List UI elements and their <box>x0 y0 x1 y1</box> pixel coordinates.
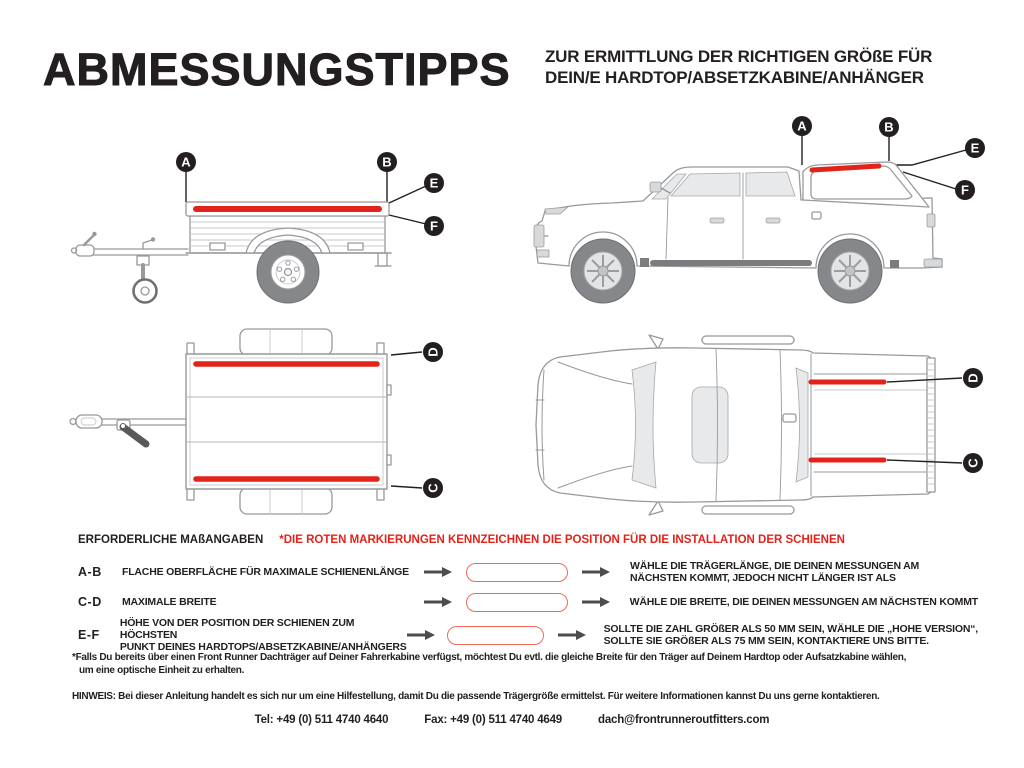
row-right-text: WÄHLE DIE TRÄGERLÄNGE, DIE DEINEN MESSUNGEN AM <box>630 560 920 572</box>
subtitle-line-1: ZUR ERMITTLUNG DER RICHTIGEN GRÖßE FÜR <box>545 47 933 66</box>
svg-text:A: A <box>797 118 807 134</box>
marker-e-badge <box>424 173 444 193</box>
footnote-star-line-1: *Falls Du bereits über einen Front Runner Dachträger auf Deiner Fahrerkabine verfügst, möchtest Du evtl. die gleiche Breite für den Träger auf Deinem Hardtop oder Aufsatzkabine wählen, <box>72 652 907 663</box>
marker-c-badge <box>423 478 443 498</box>
marker-d-badge <box>963 368 983 388</box>
measurement-input-pill-ef[interactable] <box>447 626 544 645</box>
marker-a-badge <box>176 152 196 172</box>
svg-text:F: F <box>430 218 438 234</box>
rear-wheel <box>818 239 882 303</box>
page-subtitle <box>545 46 932 88</box>
marker-b-badge <box>377 152 397 172</box>
measurement-row-ab <box>78 557 978 587</box>
svg-text:D: D <box>965 373 981 383</box>
measurement-row-ef <box>78 617 978 653</box>
svg-text:A: A <box>181 154 191 170</box>
subtitle-line-2: DEIN/E HARDTOP/ABSETZKABINE/ANHÄNGER <box>545 68 924 87</box>
row-left-text: HÖHE VON DER POSITION DER SCHIENEN ZUM HÖCHSTEN <box>119 617 355 641</box>
row-key: C-D <box>78 595 102 609</box>
trailer-side-view-illustration <box>60 125 470 325</box>
svg-text:C: C <box>425 483 441 493</box>
measurements-heading: ERFORDERLICHE MAßANGABEN <box>78 534 264 546</box>
contact-email[interactable]: dach@frontrunneroutfitters.com <box>598 714 770 726</box>
arrow-icon <box>558 630 598 640</box>
marker-c-badge <box>963 453 983 473</box>
contact-fax: Fax: +49 (0) 511 4740 4649 <box>424 714 562 726</box>
front-wheel <box>571 239 635 303</box>
row-key: A-B <box>78 565 102 579</box>
svg-text:F: F <box>961 182 969 198</box>
footnotes <box>72 651 906 703</box>
page-title: ABMESSUNGSTIPPS <box>43 44 511 95</box>
row-left-text: MAXIMALE BREITE <box>121 596 217 608</box>
footnote-hinweis: HINWEIS: Bei dieser Anleitung handelt es sich nur um eine Hilfestellung, damit Du die passende Trägergröße ermittelst. Für weitere Informationen kannst Du uns gerne kontaktieren. <box>72 691 880 702</box>
marker-a-badge <box>792 116 812 136</box>
measurement-input-pill-ab[interactable] <box>466 563 568 582</box>
marker-b-badge <box>879 117 899 137</box>
svg-text:E: E <box>970 140 980 156</box>
svg-text:B: B <box>382 154 392 170</box>
marker-e-badge <box>965 138 985 158</box>
arrow-icon <box>407 630 447 640</box>
svg-text:E: E <box>429 175 439 191</box>
row-left-text: PUNKT DEINES HARDTOPS/ABSETZKABINE/ANHÄNGERS <box>119 641 407 653</box>
svg-text:C: C <box>965 458 981 468</box>
row-key: E-F <box>78 628 100 642</box>
truck-side-view-illustration <box>500 108 1000 325</box>
row-right-text: SOLLTE DIE ZAHL GRÖßER ALS 50 MM SEIN, WÄHLE DIE „HOHE VERSION“, <box>603 623 978 635</box>
arrow-icon <box>424 597 466 607</box>
svg-text:B: B <box>884 119 894 135</box>
red-markings-note: *DIE ROTEN MARKIERUNGEN KENNZEICHNEN DIE POSITION FÜR DIE INSTALLATION DER SCHIENEN <box>279 534 845 546</box>
measurement-input-pill-cd[interactable] <box>466 593 568 612</box>
measurement-row-cd <box>78 587 978 617</box>
measurement-rows <box>78 557 978 653</box>
contact-row <box>0 714 1024 726</box>
contact-tel: Tel: +49 (0) 511 4740 4640 <box>254 714 389 726</box>
marker-f-badge <box>424 216 444 236</box>
truck-top-view-illustration <box>500 330 1000 520</box>
footnote-star-line-2: um eine optische Einheit zu erhalten. <box>79 665 245 676</box>
marker-f-badge <box>955 180 975 200</box>
arrow-icon <box>424 567 466 577</box>
row-left-text: FLACHE OBERFLÄCHE FÜR MAXIMALE SCHIENENLÄNGE <box>122 566 409 578</box>
svg-text:D: D <box>425 347 441 357</box>
row-right-text: SOLLTE SIE GRÖßER ALS 75 MM SEIN, KONTAKTIERE UNS BITTE. <box>603 635 929 647</box>
arrow-icon <box>582 597 624 607</box>
arrow-icon <box>582 567 624 577</box>
row-right-text: NÄCHSTEN KOMMT, JEDOCH NICHT LÄNGER IST ALS <box>630 572 896 584</box>
marker-d-badge <box>423 342 443 362</box>
row-right-text: WÄHLE DIE BREITE, DIE DEINEN MESSUNGEN AM NÄCHSTEN KOMMT <box>629 596 978 608</box>
trailer-top-view-illustration <box>60 328 470 525</box>
measurements-heading-row <box>78 534 845 546</box>
